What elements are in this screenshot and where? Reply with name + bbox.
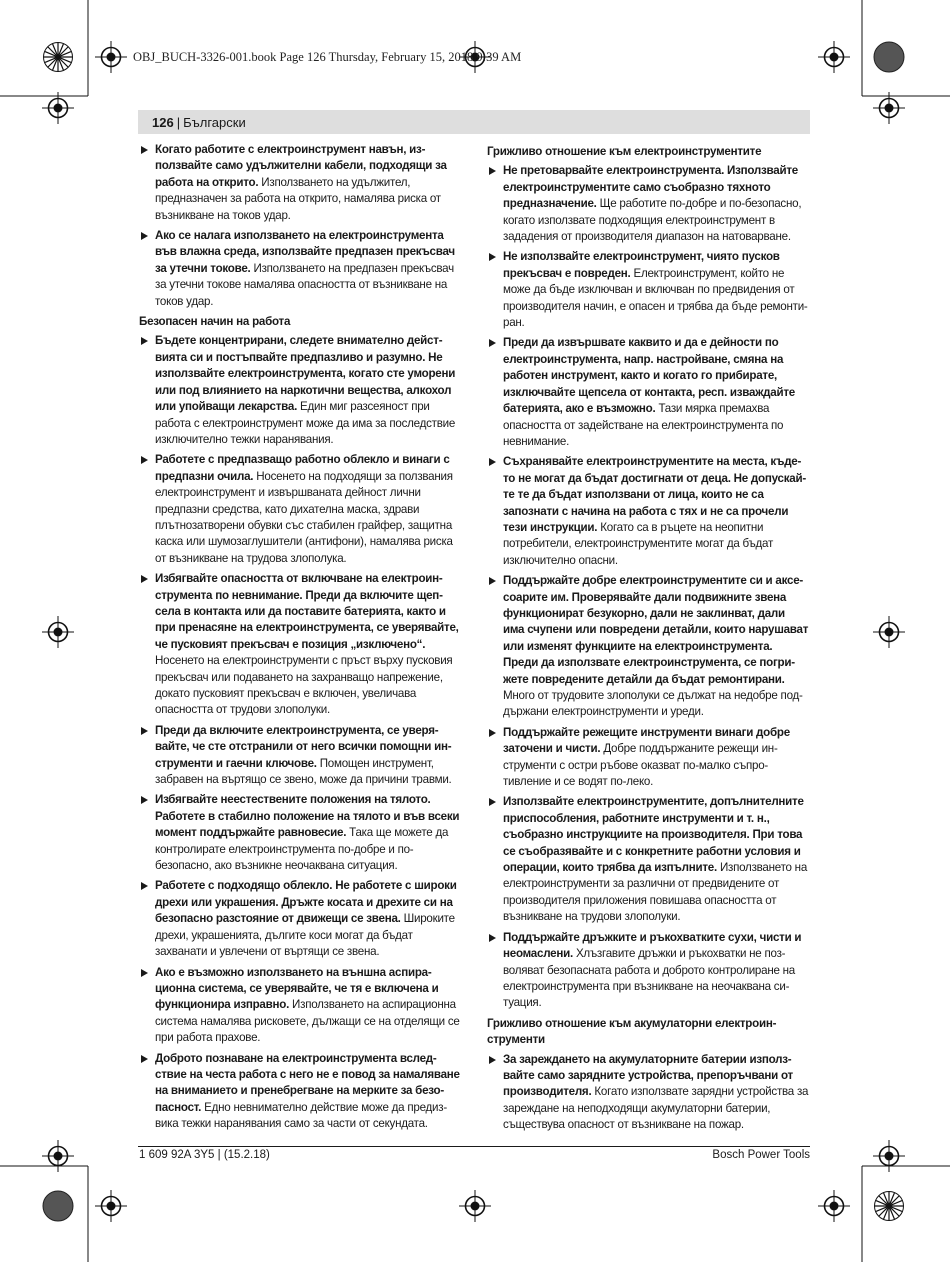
- bullet-triangle-icon: [141, 232, 148, 240]
- bullet-triangle-icon: [141, 146, 148, 154]
- safety-item-bold: Поддържайте дръжките и ръкохватките сухи, чисти и неомаслени.: [503, 930, 802, 961]
- bullet-triangle-icon: [489, 798, 496, 806]
- bullet-triangle-icon: [489, 577, 496, 585]
- section-heading: Грижливо отношение към акумулаторни електроинструменти: [487, 1016, 777, 1047]
- safety-item-text: Носенето на подходящи за ползвания електроинструмент и извършваната дейност лични предпазни средства, като дихателна маска, здрави плътнозатворени обувки със стабилен грайфер, защитна каска или шумозаглушители (антифони), намалява риска от възникване на трудова злополука.: [155, 469, 453, 565]
- bullet-triangle-icon: [489, 167, 496, 175]
- bullet-triangle-icon: [141, 882, 148, 890]
- safety-item: [139, 228, 461, 310]
- safety-item: [139, 878, 461, 960]
- safety-item-bold: Поддържайте режещите инструменти винаги добре заточени и чисти.: [503, 725, 790, 756]
- safety-item-text: Добре поддържаните режещи инструменти с остри ръбове оказват по-малко съпротивление и се водят по-леко.: [503, 742, 778, 789]
- bullet-triangle-icon: [489, 253, 496, 261]
- book-info-line: OBJ_BUCH-3326-001.book Page 126 Thursday, February 15, 2018 9:39 AM: [133, 50, 522, 64]
- bullet-triangle-icon: [141, 796, 148, 804]
- section-heading: Безопасен начин на работа: [139, 315, 291, 329]
- safety-item-bold: За зареждането на акумулаторните батерии използвайте само зарядните устройства, препоръчвани от производителя.: [503, 1052, 793, 1099]
- bullet-triangle-icon: [141, 1055, 148, 1063]
- footer-brand: Bosch Power Tools: [712, 1149, 810, 1161]
- safety-item: [139, 723, 461, 789]
- safety-item: [487, 335, 809, 450]
- safety-item-bold: Не използвайте електроинструмент, чиято пусков прекъсвач е повреден.: [503, 250, 780, 280]
- safety-item: [139, 965, 461, 1047]
- bullet-triangle-icon: [141, 969, 148, 977]
- safety-item-text: Ще работите по-добре и по-безопасно, когато използвате подходящия електроинструмент в зададения от производителя диапазон на натоварване.: [503, 197, 802, 244]
- safety-item-text: Едно невнимателно действие може да предизвика тежки наранявания само за части от секундата.: [155, 1100, 448, 1131]
- safety-item-bold: Доброто познаване на електроинструмента вследствие на честа работа с него не е повод за намаляване на вниманието и пренебрегване на мерките за безопасност.: [155, 1051, 460, 1114]
- safety-item-bold: Ако е възможно използването на външна аспирационна система, се уверявайте, че тя е включена и функционира изправно.: [155, 965, 439, 1012]
- safety-item-text: Използването на удължител, предназначен за работа на открито, намалява риска от възникване на токов удар.: [155, 175, 441, 222]
- bullet-triangle-icon: [489, 934, 496, 942]
- header-separator: |: [176, 114, 181, 130]
- safety-item: [487, 454, 809, 569]
- safety-item: [487, 573, 809, 721]
- safety-item-text: Един миг разсеяност при работа с електроинструмент може да има за последствие изключително тежки наранявания.: [155, 400, 456, 446]
- safety-item-bold: Избягвайте опасността от включване на електроинструмента по невнимание. Преди да включите щепсела в контакта или да поставите батерията, както и при пренасяне на електроинструмента, се уверявайте, че пусковият прекъсвач е позиция „изключено“.: [155, 572, 459, 651]
- bullet-triangle-icon: [141, 337, 148, 345]
- safety-item: [139, 1051, 461, 1133]
- safety-item-text: Много от трудовите злополуки се дължат на недобре поддържани електроинструменти и уреди.: [503, 689, 803, 719]
- safety-item-text: Помощен инструмент, забравен на въртящо се звено, може да причини травми.: [155, 756, 452, 787]
- safety-item-bold: Бъдете концентрирани, следете внимателно действията си и постъпвайте предпазливо и разумно. Не използвайте електроинструмента, когато сте уморени или под влиянието на наркотични вещества, алкохол или упойващи лекарства.: [155, 334, 456, 414]
- footer-doc-number: 1 609 92A 3Y5 | (15.2.18): [139, 1149, 270, 1161]
- language-label: Български: [183, 114, 246, 130]
- footer-rule: [138, 1146, 810, 1147]
- safety-item-bold: Избягвайте неестествените положения на тялото. Работете в стабилно положение на тялото и във всеки момент поддържайте равновесие.: [155, 793, 460, 840]
- safety-item: [487, 1052, 809, 1134]
- safety-item: [487, 249, 809, 331]
- safety-item: [139, 792, 461, 874]
- safety-item-text: Така ще можете да контролирате електроинструмента по-добре и по-безопасно, ако възникне неочаквана ситуация.: [155, 826, 449, 873]
- safety-item: [487, 725, 809, 791]
- bullet-triangle-icon: [141, 575, 148, 583]
- right-column: [487, 142, 809, 1138]
- safety-item-text: Тази мярка премахва опасността от задействане на електроинструмента по невнимание.: [503, 402, 784, 448]
- safety-item-text: Използването на предпазен прекъсвач за утечни токове намалява опасността от възникване на токов удар.: [155, 261, 454, 308]
- bullet-triangle-icon: [141, 727, 148, 735]
- safety-item: [487, 794, 809, 925]
- safety-item-text: Хлъзгавите дръжки и ръкохватки не позволяват безопасната работа и доброто контролиране на електроинструмента при възникване на неочаквана ситуация.: [503, 947, 796, 1010]
- section-heading: Грижливо отношение към електроинструментите: [487, 145, 762, 158]
- safety-item-bold: Преди да извършвате каквито и да е дейности по електроинструмента, напр. настройване, смяна на работен инструмент, както и когато го прибирате, изключвайте щепсела от контакта, респ. изваждайте батерията, ако е възможно.: [503, 336, 795, 416]
- left-column: [139, 142, 461, 1137]
- safety-item-text: Използването на аспирационна система намалява рисковете, дължащи се на отделящи се при работа прахове.: [155, 998, 460, 1045]
- safety-item-text: Когато използвате зарядни устройства за зареждане на неподходящи акумулаторни батерии, съществува опасност от възникване на пожар.: [503, 1085, 809, 1132]
- bullet-triangle-icon: [489, 729, 496, 737]
- safety-item-bold: Преди да включите електроинструмента, се уверявайте, че сте отстранили от него всички помощни инструменти и гаечни ключове.: [155, 723, 452, 770]
- safety-item-text: Електроинструмент, който не може да бъде изключван и включван по предвидения от производителя начин, е опасен и трябва да бъде ремонтиран.: [503, 266, 808, 330]
- safety-item-text: Широките дрехи, украшенията, дългите коси могат да бъдат захванати и увлечени от въртящи се звена.: [155, 912, 455, 959]
- safety-item-bold: Поддържайте добре електроинструментите си и аксесоарите им. Проверявайте дали подвижните звена функционират безукорно, дали не заклинват, дали има счупени или повредени детайли, които нарушават или изменят функциите на електроинструмента. Преди да използвате електроинструмента, се погрижете повредените детайли да бъдат ремонтирани.: [503, 574, 809, 686]
- safety-item: [139, 142, 461, 224]
- safety-item-text: Когато са в ръцете на неопитни потребители, електроинструментите могат да бъдат изключително опасни.: [503, 520, 774, 567]
- bullet-triangle-icon: [489, 458, 496, 466]
- bullet-triangle-icon: [489, 1056, 496, 1064]
- safety-item: [487, 930, 809, 1012]
- safety-item: [139, 571, 461, 719]
- safety-item: [487, 163, 809, 245]
- safety-item-bold: Работете с подходящо облекло. Не работете с широки дрехи или украшения. Дръжте косата и дрехите си на безопасно разстояние от движещи се звена.: [155, 879, 457, 926]
- safety-item-bold: Работете с предпазващо работно облекло и винаги с предпазни очила.: [155, 453, 450, 483]
- safety-item-text: Използването на електроинструменти за различни от предвидените от производителя приложения повишава опасността от възникване на трудови злополуки.: [503, 861, 808, 924]
- safety-item: [139, 452, 461, 567]
- safety-item-text: Носенето на електроинструменти с пръст върху пусковия прекъсвач или подаването на захранващо напрежение, докато пусковият прекъсвач е включен, увеличава опасността от трудови злополуки.: [155, 654, 453, 717]
- page-header: [138, 110, 810, 134]
- page-number: 126: [152, 114, 174, 130]
- safety-item-bold: Когато работите с електроинструмент навън, използвайте само удължителни кабели, подходящи за работа на открито.: [155, 143, 447, 189]
- safety-item: [139, 333, 461, 448]
- safety-item-bold: Не претоварвайте електроинструмента. Използвайте електроинструментите само съобразно тяхното предназначение.: [503, 164, 798, 211]
- safety-item-bold: Използвайте електроинструментите, допълнителните приспособления, работните инструменти и т. н., съобразно инструкциите на производителя. При това се съобразявайте и с конкретните работни условия и операции, които трябва да изпълните.: [503, 795, 804, 875]
- safety-item-bold: Ако се налага използването на електроинструмента във влажна среда, използвайте предпазен прекъсвач за утечни токове.: [155, 229, 455, 275]
- bullet-triangle-icon: [141, 456, 148, 464]
- safety-item-bold: Съхранявайте електроинструментите на места, където не могат да бъдат достигнати от деца. Не допускайте те да бъдат използвани от лица, които не са запознати с начина на работа с тях и не са прочели тези инструкции.: [503, 455, 807, 534]
- bullet-triangle-icon: [489, 339, 496, 347]
